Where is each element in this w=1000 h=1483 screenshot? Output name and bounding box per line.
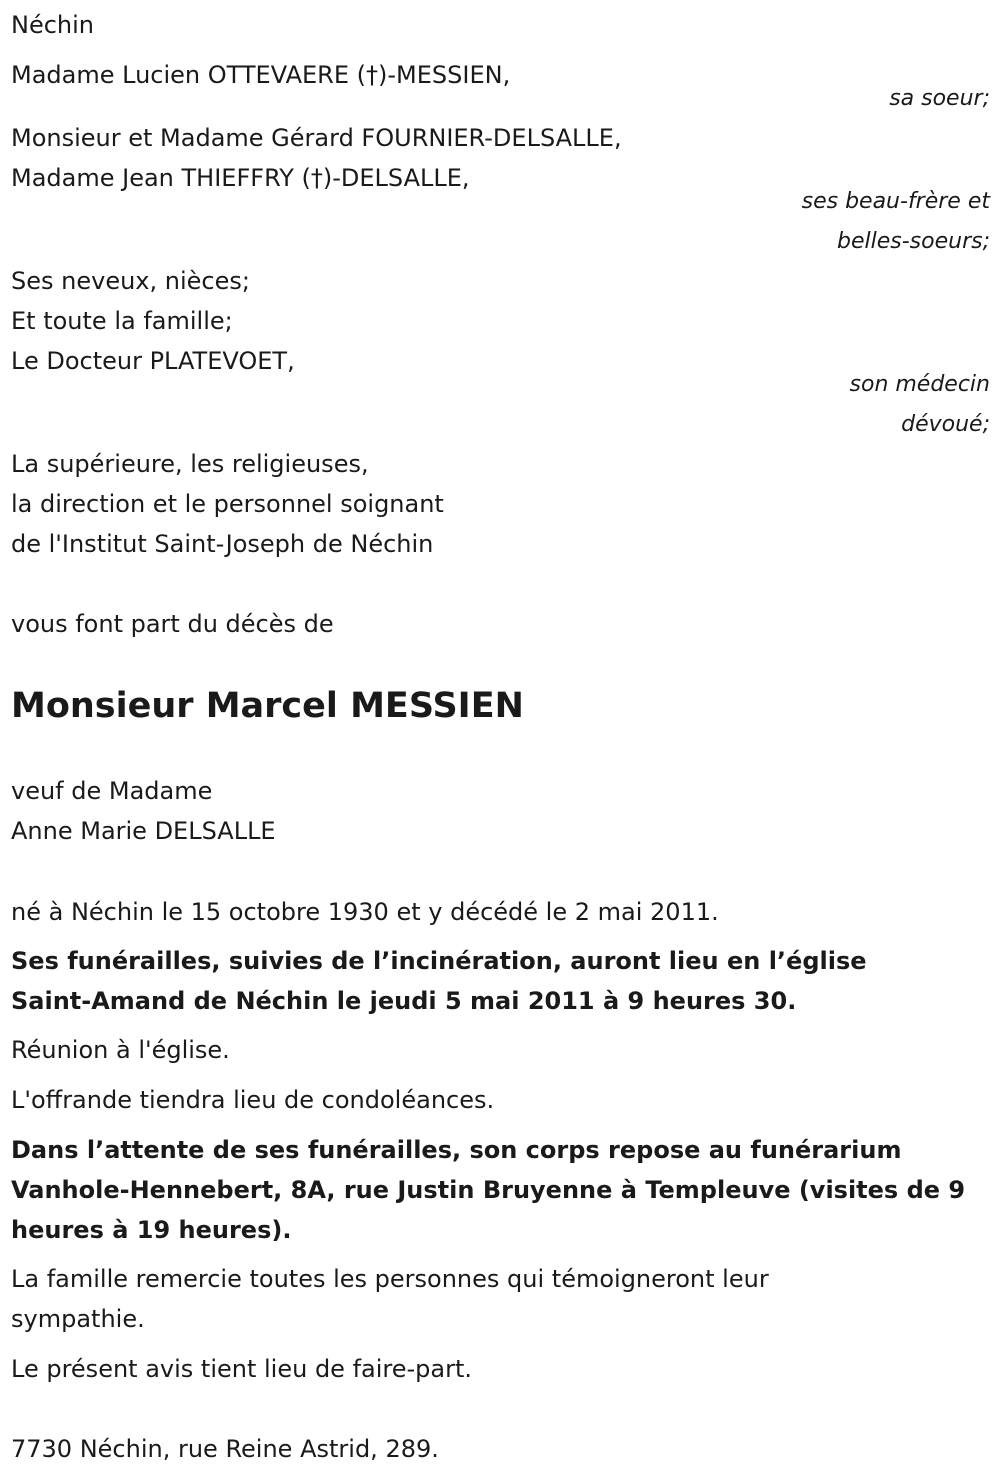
thanks-line-1: La famille remercie toutes les personnes qui témoigneront leur	[11, 1265, 769, 1293]
funeral-line-1: Ses funérailles, suivies de l’incinération, auront lieu en l’église	[11, 947, 867, 975]
inlaw-role-2: belles-soeurs;	[837, 229, 990, 254]
notice-line: Le présent avis tient lieu de faire-part.	[11, 1355, 473, 1383]
funeral-line-2: Saint-Amand de Néchin le jeudi 5 mai 2011 à 9 heures 30.	[11, 987, 797, 1015]
announce-line: vous font part du décès de	[11, 610, 334, 638]
widower-line-2: Anne Marie DELSALLE	[11, 817, 276, 845]
repose-line-1: Dans l’attente de ses funérailles, son corps repose au funérarium	[11, 1136, 902, 1164]
institute-line-1: La supérieure, les religieuses,	[11, 450, 369, 478]
institute-line-2: la direction et le personnel soignant	[11, 490, 444, 518]
family-line: Et toute la famille;	[11, 307, 233, 335]
inlaw-role-1: ses beau-frère et	[801, 189, 990, 214]
address-line: 7730 Néchin, rue Reine Astrid, 289.	[11, 1435, 439, 1463]
repose-line-3: heures à 19 heures).	[11, 1216, 292, 1244]
meeting-line: Réunion à l'église.	[11, 1036, 230, 1064]
inlaw-line-2: Madame Jean THIEFFRY (†)-DELSALLE,	[11, 164, 470, 192]
inlaw-line-1: Monsieur et Madame Gérard FOURNIER-DELSALLE,	[11, 124, 622, 152]
doctor-role-1: son médecin	[849, 372, 990, 397]
institute-line-3: de l'Institut Saint-Joseph de Néchin	[11, 530, 434, 558]
offering-line: L'offrande tiendra lieu de condoléances.	[11, 1086, 495, 1114]
nephews-line: Ses neveux, nièces;	[11, 267, 250, 295]
doctor-line: Le Docteur PLATEVOET,	[11, 347, 295, 375]
widower-line-1: veuf de Madame	[11, 777, 213, 805]
deceased-name: Monsieur Marcel MESSIEN	[11, 686, 524, 726]
sister-line: Madame Lucien OTTEVAERE (†)-MESSIEN,	[11, 61, 511, 89]
place-header: Néchin	[11, 11, 95, 39]
dates-line: né à Néchin le 15 octobre 1930 et y décédé le 2 mai 2011.	[11, 898, 719, 926]
thanks-line-2: sympathie.	[11, 1305, 145, 1333]
doctor-role-2: dévoué;	[901, 412, 990, 437]
repose-line-2: Vanhole-Hennebert, 8A, rue Justin Bruyenne à Templeuve (visites de 9	[11, 1176, 966, 1204]
sister-role: sa soeur;	[889, 86, 990, 111]
